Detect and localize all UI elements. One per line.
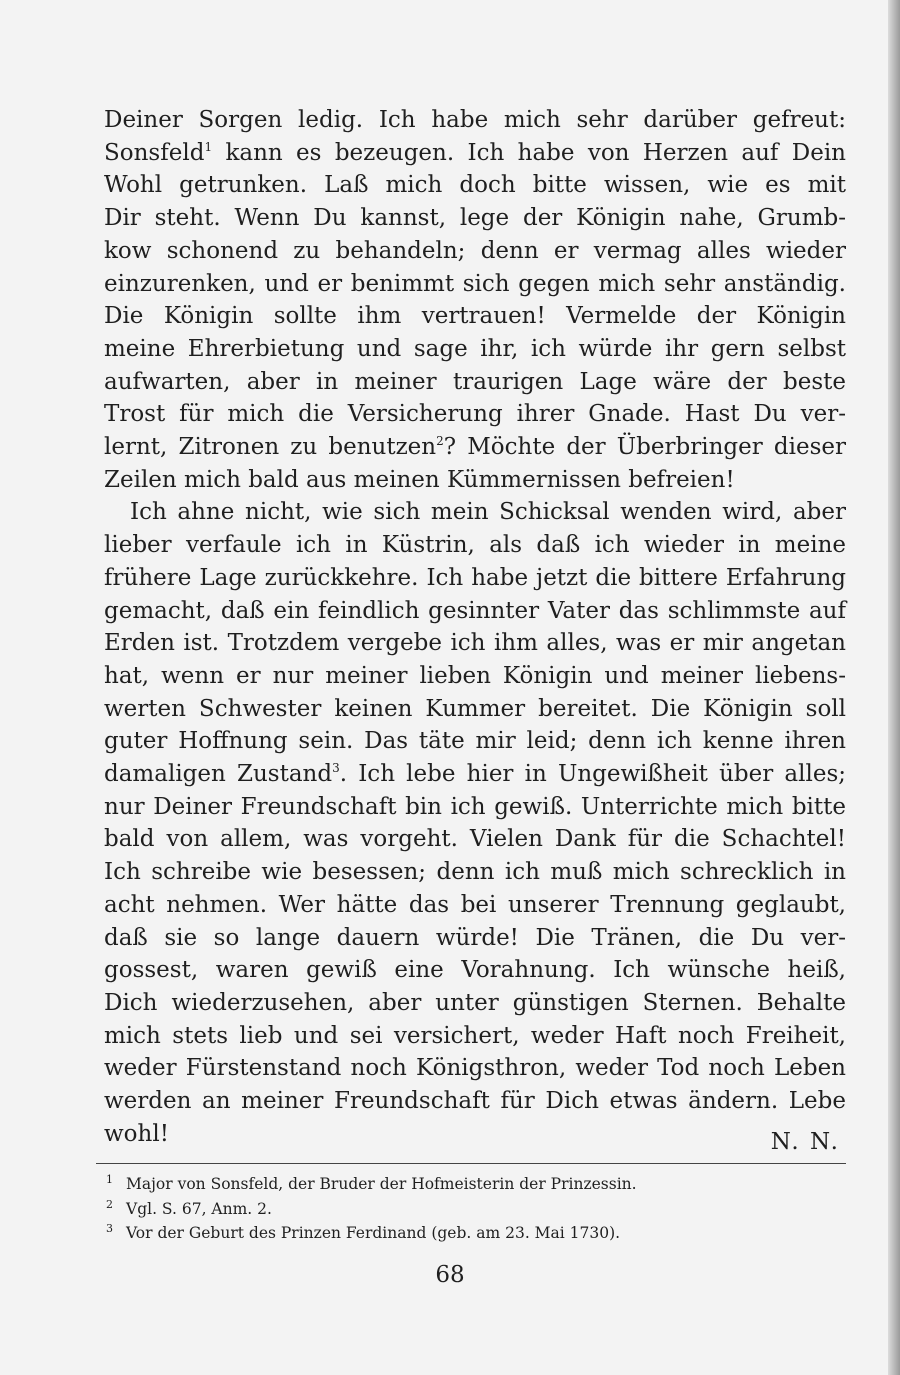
- text-line: gossest, waren gewiß eine Vorahnung. Ich wünsche heiß,: [104, 957, 846, 984]
- text-line: kow schonend zu behandeln; denn er vermag alles wieder: [104, 237, 846, 264]
- text-line: gemacht, daß ein feindlich gesinnter Vater das schlimmste auf: [104, 597, 846, 624]
- footnote-number: 1: [106, 1173, 113, 1186]
- text-line: einzurenken, und er benimmt sich gegen mich sehr anständig.: [104, 270, 846, 297]
- footnote-mark: 2: [436, 434, 444, 449]
- text-line: Zeilen mich bald aus meinen Kümmernissen befreien!: [104, 466, 735, 493]
- text-line: werden an meiner Freundschaft für Dich etwas ändern. Lebe: [104, 1088, 846, 1115]
- text-line: lieber verfaule ich in Küstrin, als daß ich wieder in meine: [104, 532, 846, 559]
- text-line: Dir steht. Wenn Du kannst, lege der Königin nahe, Grumb-: [104, 205, 846, 232]
- footnote-text: Vor der Geburt des Prinzen Ferdinand (geb. am 23. Mai 1730).: [126, 1224, 621, 1242]
- text-line: Trost für mich die Versicherung ihrer Gnade. Hast Du ver-: [104, 401, 846, 428]
- text-line: nur Deiner Freundschaft bin ich gewiß. Unterrichte mich bitte: [104, 793, 846, 820]
- footnote: [106, 1172, 846, 1197]
- text-line: Erden ist. Trotzdem vergebe ich ihm alles, was er mir angetan: [104, 630, 846, 657]
- text-line: acht nehmen. Wer hätte das bei unserer Trennung geglaubt,: [104, 891, 846, 918]
- page-edge-shadow: [888, 0, 900, 1375]
- text-line: aufwarten, aber in meiner traurigen Lage wäre der beste: [104, 368, 846, 395]
- footnote-mark: 3: [332, 761, 340, 776]
- footnote-mark: 1: [204, 139, 213, 154]
- text-line: Ich ahne nicht, wie sich mein Schicksal wenden wird, aber: [130, 499, 846, 526]
- closing-line: [104, 1118, 846, 1155]
- text-line: Ich schreibe wie besessen; denn ich muß mich schrecklich in: [104, 859, 846, 886]
- footnote: [106, 1221, 846, 1246]
- footnote-text: Major von Sonsfeld, der Bruder der Hofmeisterin der Prinzessin.: [126, 1175, 637, 1193]
- page-number: 68: [435, 1262, 465, 1288]
- text-line: frühere Lage zurückkehre. Ich habe jetzt die bittere Erfahrung: [104, 564, 846, 591]
- text-line: Dich wiederzusehen, aber unter günstigen Sternen. Behalte: [104, 989, 846, 1016]
- text-line: werten Schwester keinen Kummer bereitet. Die Königin soll: [104, 695, 846, 722]
- footnote-number: 3: [106, 1222, 113, 1235]
- text-line: hat, wenn er nur meiner lieben Königin und meiner liebens-: [104, 662, 846, 689]
- text-line: Sonsfeld$^1$ kann es bezeugen. Ich habe von Herzen auf Dein: [104, 139, 847, 166]
- footnote-text: Vgl. S. 67, Anm. 2.: [126, 1199, 272, 1218]
- text-line: Wohl getrunken. Laß mich doch bitte wissen, wie es mit: [104, 172, 846, 199]
- footnote-divider: [96, 1163, 846, 1164]
- signature: N. N.: [770, 1128, 840, 1155]
- text-line: guter Hoffnung sein. Das täte mir leid; denn ich kenne ihren: [104, 728, 846, 755]
- footnote: [106, 1197, 846, 1222]
- text-line: mich stets lieb und sei versichert, weder Haft noch Freiheit,: [104, 1022, 846, 1049]
- letter-text: [104, 104, 847, 1155]
- text-line: damaligen Zustand$^3$. Ich lebe hier in Ungewißheit über alles;: [104, 761, 846, 788]
- text-line: meine Ehrerbietung und sage ihr, ich würde ihr gern selbst: [104, 335, 846, 362]
- text-line: bald von allem, was vorgeht. Vielen Dank für die Schachtel!: [104, 826, 846, 853]
- text-line: wohl!: [104, 1120, 169, 1147]
- footnotes: [106, 1172, 846, 1246]
- text-line: daß sie so lange dauern würde! Die Tränen, die Du ver-: [104, 924, 846, 951]
- text-line: weder Fürstenstand noch Königsthron, weder Tod noch Leben: [104, 1055, 846, 1082]
- footnote-number: 2: [106, 1197, 113, 1211]
- text-line: Die Königin sollte ihm vertrauen! Vermelde der Königin: [104, 303, 846, 330]
- text-line: lernt, Zitronen zu benutzen$^2$? Möchte der Überbringer dieser: [104, 434, 846, 461]
- text-line: Deiner Sorgen ledig. Ich habe mich sehr darüber gefreut:: [104, 107, 846, 133]
